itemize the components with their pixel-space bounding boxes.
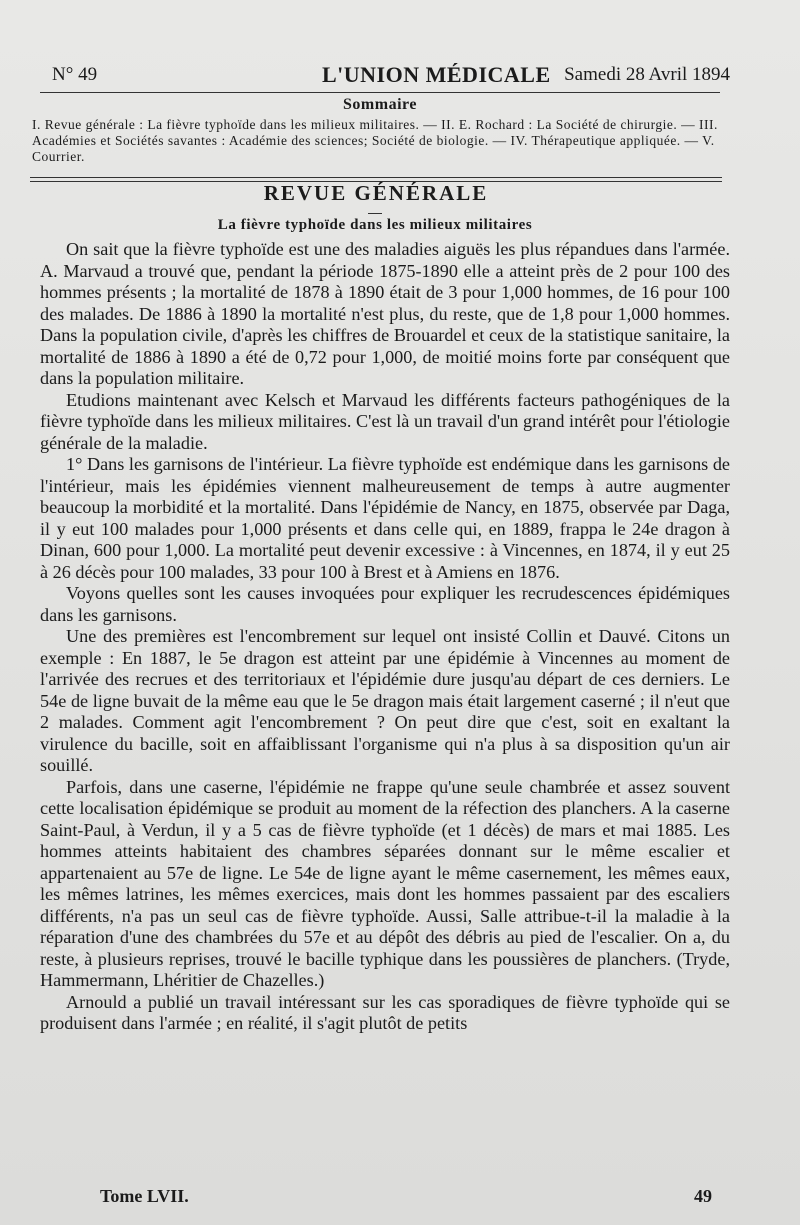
paragraph: Etudions maintenant avec Kelsch et Marvaud les différents facteurs pathogéniques de la fièvre typhoïde dans les milieux militaires. C'est là un travail d'un grand intérêt pour l'étiologie générale de la maladie. <box>40 389 730 453</box>
paragraph: On sait que la fièvre typhoïde est une des maladies aiguës les plus répandues dans l'armée. A. Marvaud a trouvé que, pendant la période 1875-1890 elle a atteint près de 2 pour 100 des hommes présents ; la mortalité de 1878 à 1890 était de 3 pour 1,000 hommes, de 16 pour 100 des malades. De 1886 à 1890 la mortalité n'est plus, du reste, que de 1,8 pour 1,000 hommes. Dans la population civile, d'après les chiffres de Brouardel et ceux de la statistique sanitaire, la mortalité de 1886 à 1890 a été de 0,72 pour 1,000, de moitié moins forte par conséquent que dans la population militaire. <box>40 239 730 388</box>
paragraph: Parfois, dans une caserne, l'épidémie ne frappe qu'une seule chambrée et assez souvent cette localisation épidémique se produit au moment de la réfection des planchers. A la caserne Saint-Paul, à Verdun, il y a 5 cas de fièvre typhoïde (et 1 décès) de mars et mai 1885. Les hommes atteints habitaient des chambres séparées donnant sur le même escalier et appartenaient au 57e de ligne. Le 54e de ligne ayant le même casernement, les mêmes eaux, les mêmes latrines, les mêmes exercices, mais dont les hommes passaient par des escaliers différents, n'a pas un seul cas de fièvre typhoïde. Aussi, Salle attribue-t-il la maladie à la réparation d'une des chambrées du 57e et au dépôt des débris au pied de l'escalier. On a, du reste, à plusieurs reprises, trouvé le bacille typhique dans les poussières de planchers. (Tryde, Hammermann, Lhéritier de Chazelles.) <box>40 776 730 990</box>
double-rule-top <box>30 177 722 178</box>
page-footer <box>40 1186 730 1210</box>
paragraph: Voyons quelles sont les causes invoquées pour expliquer les recrudescences épidémiques dans les garnisons. <box>40 583 730 625</box>
header-rule <box>40 92 720 93</box>
paragraph: Arnould a publié un travail intéressant sur les cas sporadiques de fièvre typhoïde qui se produisent dans l'armée ; en réalité, il s'agit plutôt de petits <box>40 991 730 1033</box>
page-number: 49 <box>694 1186 712 1206</box>
issue-date: Samedi 28 Avril 1894 <box>564 64 730 85</box>
title-dash <box>368 213 382 214</box>
article-body <box>40 239 730 1035</box>
tome-label: Tome LVII. <box>100 1186 189 1206</box>
sommaire-text: I. Revue générale : La fièvre typhoïde dans les milieux militaires. — II. E. Rochard : La Société de chirurgie. — III. Académies et Sociétés savantes : Académie des sciences; Société de biologie. — IV. Thérapeutique appliquée. — V. Courrier. <box>32 117 718 164</box>
page-header <box>40 62 730 90</box>
paragraph: Une des premières est l'encombrement sur lequel ont insisté Collin et Dauvé. Citons un exemple : En 1887, le 5e dragon est atteint par une épidémie à Vincennes au moment de l'arrivée des recrues et des territoriaux et l'épidémie dure jusqu'au départ de ces derniers. Le 54e de ligne buvait de la même eau que le 5e dragon mais était largement caserné ; il n'eut que 2 malades. Comment agit l'encombrement ? On peut dire que c'est, soit en exaltant la virulence du bacille, soit en affaiblissant l'organisme qui n'a plus à sa disposition qu'un air souillé. <box>40 626 730 775</box>
article-title: La fièvre typhoïde dans les milieux militaires <box>217 217 533 233</box>
issue-number: N° 49 <box>52 64 98 85</box>
paragraph: 1° Dans les garnisons de l'intérieur. La fièvre typhoïde est endémique dans les garnisons de l'intérieur, mais les épidémies viennent malheureusement de temps à autre augmenter beaucoup la morbidité et la mortalité. Dans l'épidémie de Nancy, en 1875, observée par Daga, il y eut 100 malades pour 1,000 présents et dans celle qui, en 1889, frappa le 24e dragon à Dinan, 600 pour 1,000. La mortalité peut devenir excessive : à Vincennes, en 1874, il y eut 25 à 26 décès pour 100 malades, 33 pour 100 à Brest et à Amiens en 1876. <box>40 454 730 582</box>
journal-title: L'UNION MÉDICALE <box>322 62 551 87</box>
section-title: REVUE GÉNÉRALE <box>263 181 489 205</box>
sommaire-title: Sommaire <box>343 96 417 113</box>
